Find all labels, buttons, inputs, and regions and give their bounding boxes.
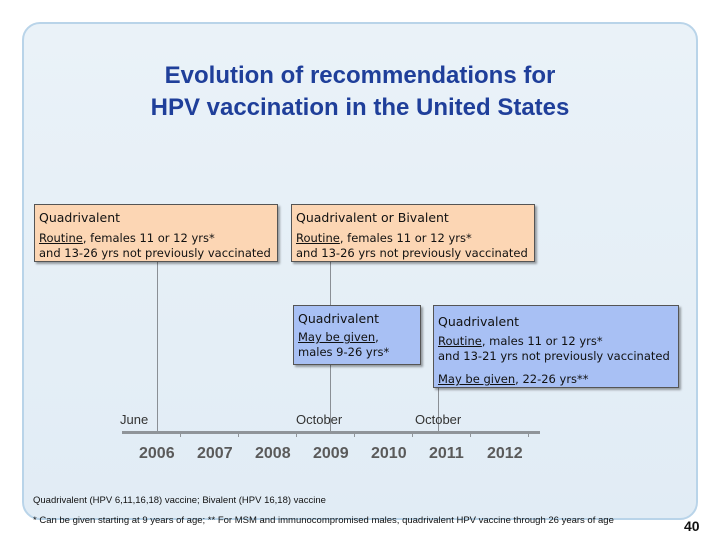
box-heading: Quadrivalent — [298, 311, 380, 326]
year-label-2009: 2009 — [313, 445, 349, 462]
footnote-age-notes: * Can be given starting at 9 years of age; ** For MSM and immunocompromised males, quadrivalent HPV vaccine through 26 years of age — [33, 515, 614, 526]
axis-tick — [412, 433, 413, 437]
axis-tick — [528, 433, 529, 437]
recommendation-box-2009-male — [293, 305, 421, 365]
box-line-2: and 13-26 yrs not previously vaccinated — [39, 246, 271, 260]
box-line-1 — [39, 231, 274, 246]
year-label-2010: 2010 — [371, 445, 407, 462]
box-line-1 — [296, 231, 531, 246]
axis-tick — [238, 433, 239, 437]
slide-title — [60, 60, 660, 124]
month-label-june: June — [120, 412, 149, 427]
routine-label: Routine — [39, 231, 83, 245]
month-label-october-2009: October — [296, 412, 343, 427]
title-line-2: HPV vaccination in the United States — [150, 94, 570, 121]
box-heading: Quadrivalent or Bivalent — [296, 210, 449, 225]
year-label-2006: 2006 — [139, 445, 175, 462]
box-line-3 — [438, 372, 675, 387]
recommendation-box-2009-female — [291, 204, 535, 262]
box-heading: Quadrivalent — [438, 314, 520, 329]
recommendation-box-2006 — [34, 204, 278, 262]
axis-tick — [470, 433, 471, 437]
page-number: 40 — [684, 518, 700, 534]
timeline-axis — [122, 431, 540, 434]
box-line-1-rest: , males 11 or 12 yrs* — [481, 334, 603, 348]
year-label-2007: 2007 — [197, 445, 233, 462]
may-be-given-label: May be given — [298, 330, 376, 344]
routine-label: Routine — [296, 231, 340, 245]
box-line-1-rest: , females 11 or 12 yrs* — [339, 231, 472, 245]
may-be-given-label: May be given — [438, 372, 516, 386]
box-line-1 — [298, 330, 417, 345]
year-label-2012: 2012 — [487, 445, 523, 462]
box-line-2: and 13-21 yrs not previously vaccinated — [438, 349, 670, 363]
box-line-1 — [438, 334, 675, 349]
box-line-2: males 9-26 yrs* — [298, 345, 390, 359]
year-label-2011: 2011 — [429, 445, 464, 462]
month-label-october-2011: October — [415, 412, 462, 427]
box-line-1-rest: , — [375, 330, 379, 344]
footnote-vaccine-types: Quadrivalent (HPV 6,11,16,18) vaccine; Bivalent (HPV 16,18) vaccine — [33, 495, 326, 506]
connector-october-2009 — [330, 262, 331, 305]
title-line-1: Evolution of recommendations for — [164, 62, 556, 89]
connector-june-2006 — [157, 262, 158, 431]
box-line-3-rest: , 22-26 yrs** — [515, 372, 589, 386]
box-line-1-rest: , females 11 or 12 yrs* — [82, 231, 215, 245]
recommendation-box-2011-male — [433, 305, 679, 388]
year-label-2008: 2008 — [255, 445, 291, 462]
axis-tick — [180, 433, 181, 437]
axis-tick — [354, 433, 355, 437]
box-heading: Quadrivalent — [39, 210, 121, 225]
box-line-2: and 13-26 yrs not previously vaccinated — [296, 246, 528, 260]
routine-label: Routine — [438, 334, 482, 348]
axis-tick — [296, 433, 297, 437]
